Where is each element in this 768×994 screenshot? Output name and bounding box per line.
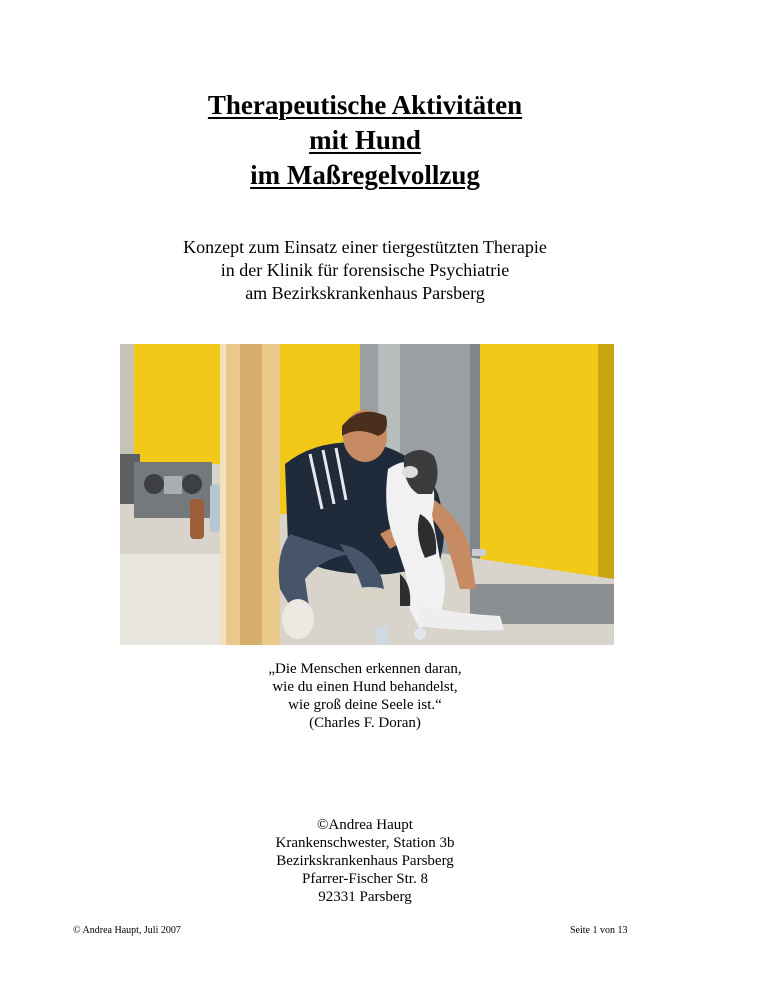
document-title bbox=[0, 88, 730, 193]
author-address bbox=[0, 816, 730, 906]
quote-line-3: wie groß deine Seele ist.“ bbox=[288, 697, 442, 713]
title-line-3: im Maßregelvollzug bbox=[250, 160, 480, 190]
title-line-2: mit Hund bbox=[309, 125, 421, 155]
author-street: Pfarrer-Fischer Str. 8 bbox=[302, 871, 428, 887]
quote-author: (Charles F. Doran) bbox=[309, 715, 421, 731]
author-city: 92331 Parsberg bbox=[318, 889, 412, 905]
subtitle-line-3: am Bezirkskrankenhaus Parsberg bbox=[245, 283, 485, 303]
title-line-1: Therapeutische Aktivitäten bbox=[207, 90, 523, 120]
footer-copyright: © Andrea Haupt, Juli 2007 bbox=[73, 925, 181, 936]
author-institution: Bezirkskrankenhaus Parsberg bbox=[276, 853, 454, 869]
quote-line-2: wie du einen Hund behandelst, bbox=[272, 679, 458, 695]
author-role: Krankenschwester, Station 3b bbox=[275, 835, 455, 851]
quote bbox=[0, 660, 730, 732]
footer-page-number: Seite 1 von 13 bbox=[570, 925, 628, 936]
photo-man-with-dog bbox=[120, 344, 614, 645]
photo-illustration bbox=[120, 344, 614, 645]
subtitle bbox=[0, 236, 730, 305]
quote-line-1: „Die Menschen erkennen daran, bbox=[268, 661, 462, 677]
subtitle-line-1: Konzept zum Einsatz einer tiergestützten Therapie bbox=[183, 237, 547, 257]
subtitle-line-2: in der Klinik für forensische Psychiatrie bbox=[220, 260, 510, 280]
author-name: ©Andrea Haupt bbox=[317, 817, 413, 833]
